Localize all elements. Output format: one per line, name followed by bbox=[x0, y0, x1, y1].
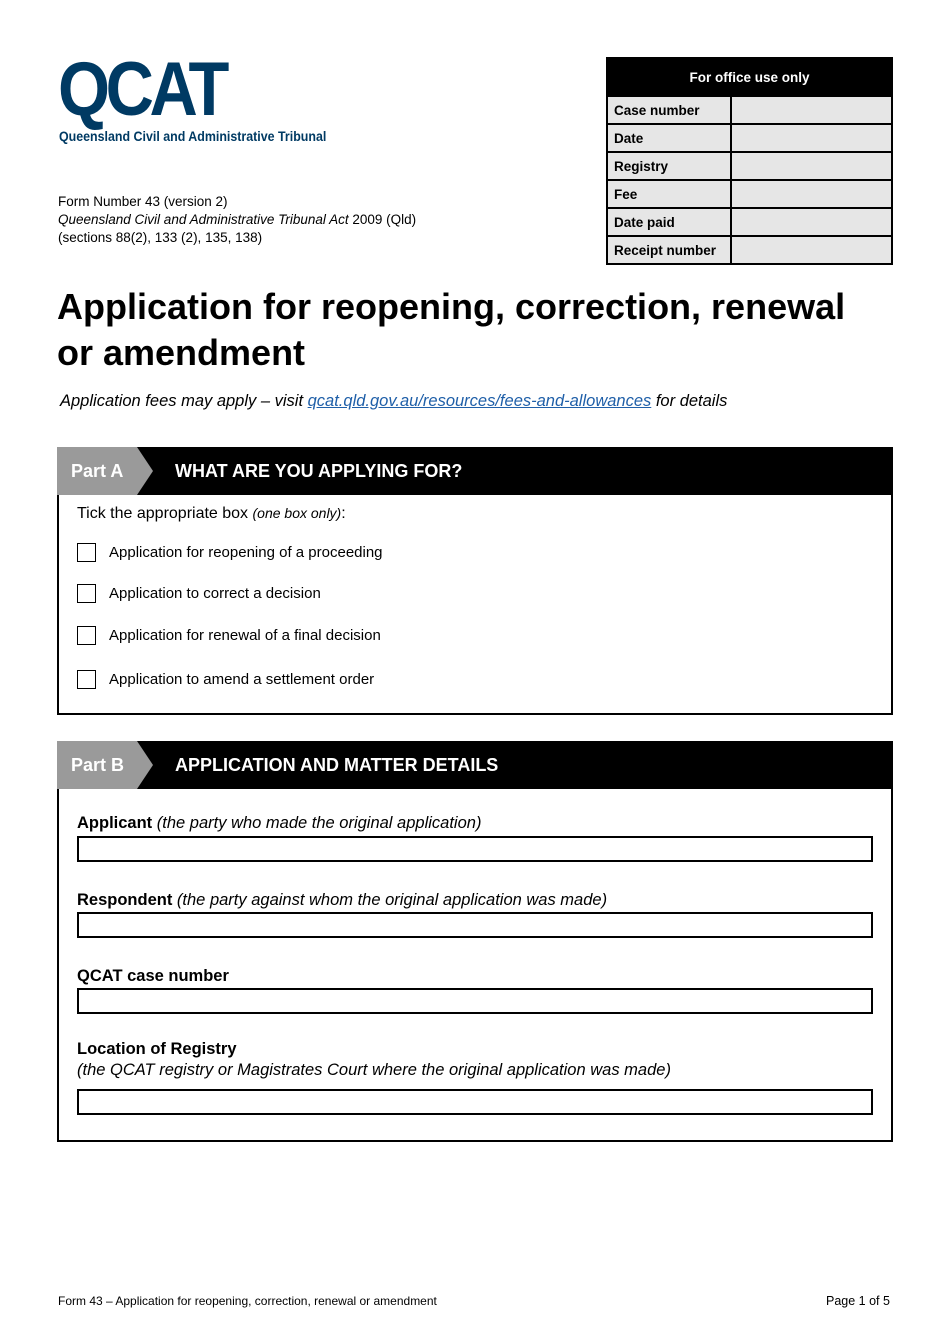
tick-instruction bbox=[77, 505, 346, 523]
checkbox[interactable] bbox=[77, 670, 96, 689]
part-b-header bbox=[57, 741, 893, 789]
office-row-value bbox=[731, 152, 892, 180]
office-row-label: Case number bbox=[607, 96, 731, 124]
tick-instruction-text: Tick the appropriate box bbox=[77, 505, 253, 522]
form-meta bbox=[58, 193, 416, 247]
part-b-body bbox=[57, 789, 893, 1142]
act-name: Queensland Civil and Administrative Tribunal Act bbox=[58, 212, 349, 227]
case-number-label-text: QCAT case number bbox=[77, 967, 229, 985]
respondent-label bbox=[77, 891, 607, 910]
office-row-value bbox=[731, 208, 892, 236]
office-row-label: Registry bbox=[607, 152, 731, 180]
office-row-value bbox=[731, 124, 892, 152]
office-row-label: Date paid bbox=[607, 208, 731, 236]
office-row-label: Receipt number bbox=[607, 236, 731, 264]
applicant-hint: (the party who made the original application) bbox=[152, 814, 482, 832]
case-number-field[interactable] bbox=[77, 988, 873, 1014]
checkbox[interactable] bbox=[77, 584, 96, 603]
footer-page-number: Page 1 of 5 bbox=[826, 1294, 890, 1308]
part-b-tag: Part B bbox=[57, 741, 137, 789]
registry-hint-text: (the QCAT registry or Magistrates Court where the original application was made) bbox=[77, 1061, 671, 1079]
fees-link[interactable]: qcat.qld.gov.au/resources/fees-and-allowances bbox=[307, 392, 652, 410]
respondent-label-text: Respondent bbox=[77, 891, 173, 909]
respondent-hint: (the party against whom the original application was made) bbox=[172, 891, 608, 909]
part-a-header bbox=[57, 447, 893, 495]
part-a-body bbox=[57, 495, 893, 715]
applicant-label bbox=[77, 814, 481, 833]
option-label: Application for renewal of a final decision bbox=[109, 627, 381, 644]
logo-subtitle: Queensland Civil and Administrative Tribunal bbox=[59, 129, 327, 144]
registry-label-text: Location of Registry bbox=[77, 1040, 237, 1058]
act-sections: (sections 88(2), 133 (2), 135, 138) bbox=[58, 230, 263, 245]
case-number-label bbox=[77, 967, 229, 986]
page-title: Application for reopening, correction, renewal or amendment bbox=[57, 286, 846, 373]
office-use-heading: For office use only bbox=[607, 58, 892, 96]
registry-field[interactable] bbox=[77, 1089, 873, 1115]
option-label: Application to correct a decision bbox=[109, 585, 321, 602]
applicant-label-text: Applicant bbox=[77, 814, 153, 832]
office-row-label: Fee bbox=[607, 180, 731, 208]
office-use-table bbox=[606, 57, 893, 265]
tick-instruction-hint: (one box only) bbox=[252, 505, 342, 521]
option-label: Application to amend a settlement order bbox=[109, 671, 375, 688]
fees-note-before: Application fees may apply – visit bbox=[60, 392, 308, 410]
part-arrow-icon bbox=[137, 447, 153, 495]
act-year: 2009 (Qld) bbox=[348, 212, 417, 227]
registry-label bbox=[77, 1040, 237, 1059]
checkbox[interactable] bbox=[77, 626, 96, 645]
fees-note bbox=[60, 392, 727, 411]
part-a-title: WHAT ARE YOU APPLYING FOR? bbox=[175, 461, 463, 481]
checkbox[interactable] bbox=[77, 543, 96, 562]
respondent-field[interactable] bbox=[77, 912, 873, 938]
form-number: Form Number 43 (version 2) bbox=[58, 194, 228, 209]
part-b-title: APPLICATION AND MATTER DETAILS bbox=[175, 755, 499, 775]
fees-note-after: for details bbox=[651, 392, 728, 410]
office-row-value bbox=[731, 180, 892, 208]
footer-form-title: Form 43 – Application for reopening, correction, renewal or amendment bbox=[58, 1294, 437, 1308]
tick-instruction-end: : bbox=[341, 505, 346, 522]
part-arrow-icon bbox=[137, 741, 153, 789]
qcat-logo: QCAT bbox=[58, 47, 225, 132]
part-a-tag: Part A bbox=[57, 447, 137, 495]
office-row-value bbox=[731, 96, 892, 124]
office-row-value bbox=[731, 236, 892, 264]
registry-hint bbox=[77, 1061, 671, 1080]
option-label: Application for reopening of a proceeding bbox=[109, 544, 383, 561]
office-row-label: Date bbox=[607, 124, 731, 152]
act-reference bbox=[58, 211, 416, 229]
applicant-field[interactable] bbox=[77, 836, 873, 862]
